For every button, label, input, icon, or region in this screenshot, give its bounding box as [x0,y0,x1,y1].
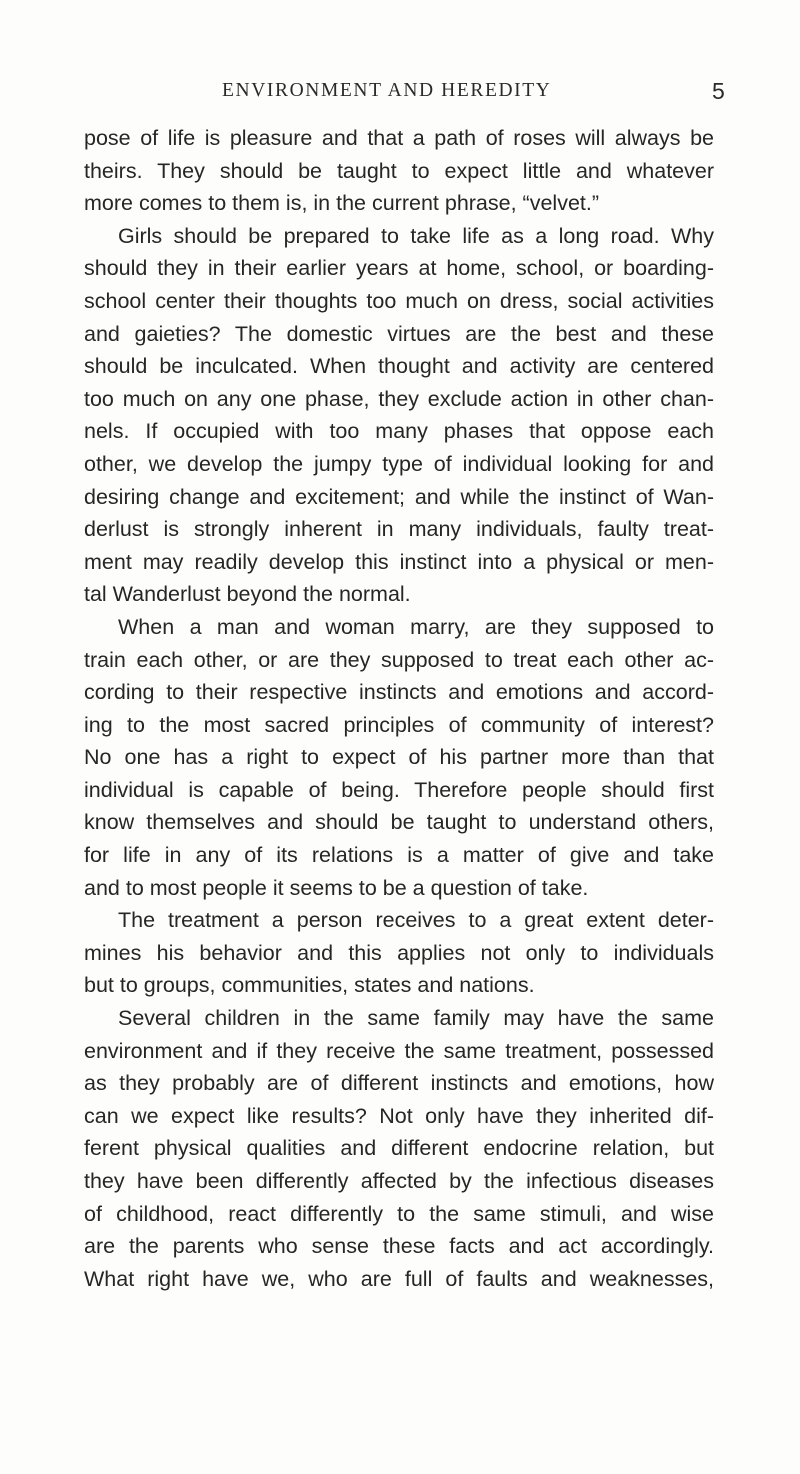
text-line: too much on any one phase, they exclude action in other chan- [84,386,714,411]
text-line: cording to their respective instincts and emotions and accord- [84,680,714,705]
running-title: ENVIRONMENT AND HEREDITY [222,80,552,101]
text-line: nels. If occupied with too many phases that oppose each [84,419,714,444]
page-number: 5 [712,78,725,104]
paragraph-start-line: Several children in the same family may have the same [118,1006,714,1031]
body-text [84,122,714,1295]
paragraph-end-line: but to groups, communities, states and nations. [84,973,535,998]
text-line: and gaieties? The domestic virtues are the best and these [84,321,714,346]
text-line: should they in their earlier years at home, school, or boarding- [84,256,714,281]
text-line: ing to the most sacred principles of community of interest? [84,712,714,737]
text-line: mines his behavior and this applies not only to individuals [84,940,714,965]
paragraph-start-line: The treatment a person receives to a great extent deter- [118,908,714,933]
text-line: for life in any of its relations is a matter of give and take [84,843,714,868]
text-line: ferent physical qualities and different endocrine relation, but [84,1136,714,1161]
text-line: derlust is strongly inherent in many individuals, faulty treat- [84,517,714,542]
text-line: environment and if they receive the same treatment, possessed [84,1038,714,1063]
text-line: should be inculcated. When thought and activity are centered [84,354,714,379]
paragraph-end-line: more comes to them is, in the current phrase, “velvet.” [84,191,600,216]
text-line: No one has a right to expect of his partner more than that [84,745,714,770]
text-line: of childhood, react differently to the same stimuli, and wise [84,1201,714,1226]
text-line: pose of life is pleasure and that a path of roses will always be [84,126,714,150]
paragraph-end-line: tal Wanderlust beyond the normal. [84,582,411,607]
text-line: ment may readily develop this instinct into a physical or men- [84,549,714,574]
paragraph-start-line: Girls should be prepared to take life as a long road. Why [118,223,714,248]
text-line: What right have we, who are full of faults and weaknesses, [84,1266,714,1291]
paragraph-start-line: When a man and woman marry, are they supposed to [118,614,714,639]
text-line: as they probably are of different instincts and emotions, how [84,1071,714,1096]
paragraph-end-line: and to most people it seems to be a question of take. [84,875,589,900]
text-line: can we expect like results? Not only have they inherited dif- [84,1103,714,1128]
text-line: know themselves and should be taught to understand others, [84,810,714,835]
text-line: are the parents who sense these facts and act accordingly. [84,1234,714,1259]
text-line: train each other, or are they supposed to treat each other ac- [84,647,714,672]
text-line: desiring change and excitement; and while the instinct of Wan- [84,484,714,509]
text-line: individual is capable of being. Therefore people should first [84,777,714,802]
text-line: school center their thoughts too much on dress, social activities [84,288,714,313]
text-line: theirs. They should be taught to expect little and whatever [84,158,714,183]
text-line: other, we develop the jumpy type of individual looking for and [84,451,714,476]
text-line: they have been differently affected by the infectious diseases [84,1169,714,1193]
